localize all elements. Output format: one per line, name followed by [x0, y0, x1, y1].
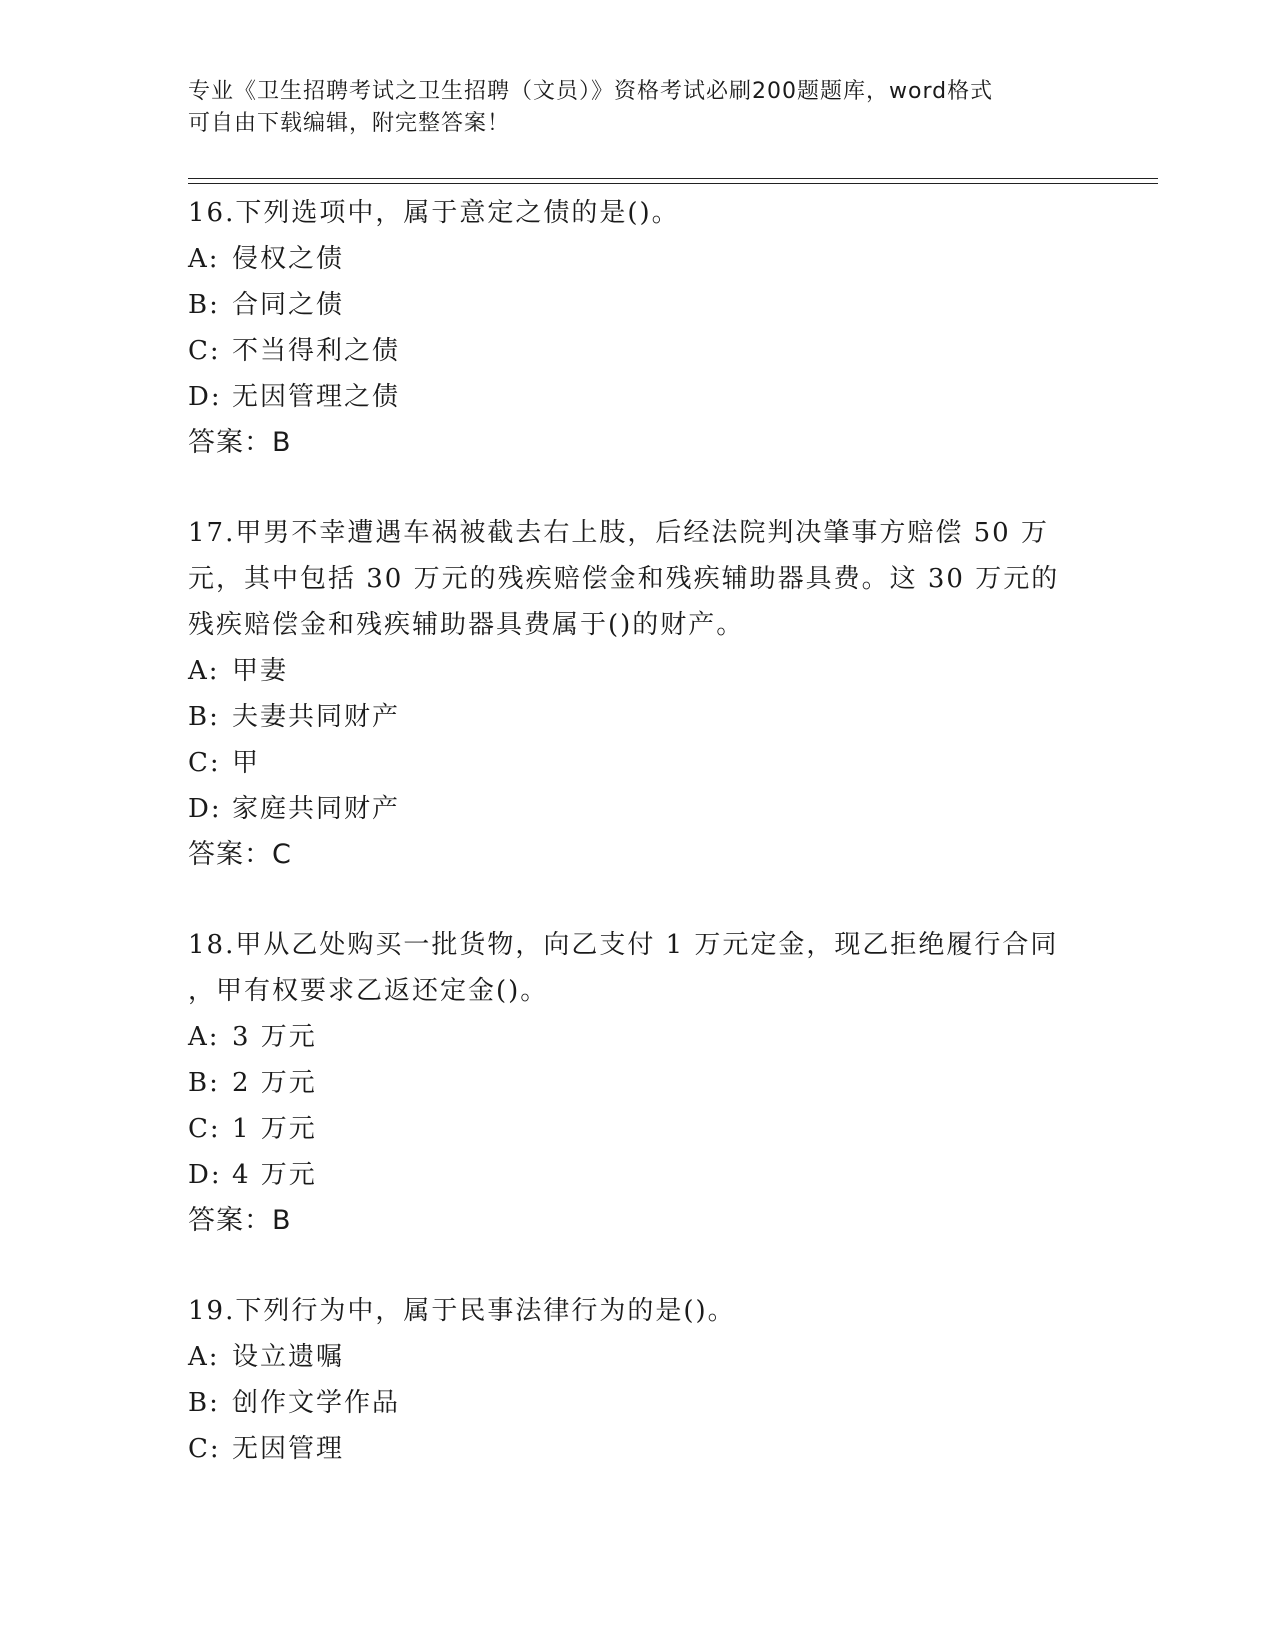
question-text: ，甲有权要求乙返还定金()。	[188, 976, 549, 1006]
question-text: 16.下列选项中，属于意定之债的是()。	[188, 198, 680, 228]
question-text: 19.下列行为中，属于民事法律行为的是()。	[188, 1296, 736, 1326]
answer-text: 答案：C	[188, 839, 292, 870]
option-text: 夫妻共同财产	[232, 702, 401, 732]
option-letter: D:	[188, 794, 222, 824]
question-text: 17.甲男不幸遭遇车祸被截去右上肢，后经法院判决肇事方赔偿 50 万	[188, 518, 1049, 548]
option-text: 2 万元	[232, 1068, 317, 1098]
option-letter: C:	[188, 1114, 221, 1144]
option-letter: C:	[188, 748, 221, 778]
option-text: 不当得利之债	[232, 336, 401, 366]
question-text: 残疾赔偿金和残疾辅助器具费属于()的财产。	[188, 610, 745, 640]
option-text: 创作文学作品	[232, 1388, 401, 1418]
option-letter: A:	[188, 1022, 220, 1052]
option-text: 4 万元	[232, 1160, 317, 1190]
option-c	[188, 740, 1088, 786]
question-text: 元，其中包括 30 万元的残疾赔偿金和残疾辅助器具费。这 30 万元的	[188, 564, 1060, 594]
option-letter: B:	[188, 290, 220, 320]
option-text: 合同之债	[232, 290, 345, 320]
option-text: 设立遗嘱	[232, 1342, 345, 1372]
header-line-1: 专业《卫生招聘考试之卫生招聘（文员）》资格考试必刷200题题库，word格式	[188, 79, 994, 104]
option-c	[188, 1426, 1088, 1472]
option-c	[188, 328, 1088, 374]
option-b	[188, 1380, 1088, 1426]
option-letter: B:	[188, 702, 220, 732]
option-letter: D:	[188, 382, 222, 412]
option-a	[188, 236, 1088, 282]
answer-text: 答案：B	[188, 427, 292, 458]
document-header	[188, 76, 1088, 140]
question-list	[188, 190, 1088, 1472]
option-c	[188, 1106, 1088, 1152]
option-text: 无因管理	[232, 1434, 345, 1464]
question-18	[188, 922, 1088, 1244]
option-b	[188, 282, 1088, 328]
option-d	[188, 374, 1088, 420]
option-letter: B:	[188, 1068, 220, 1098]
question-spacer	[188, 1244, 1088, 1288]
header-line-2: 可自由下载编辑，附完整答案！	[188, 111, 511, 136]
option-text: 家庭共同财产	[232, 794, 401, 824]
option-text: 侵权之债	[232, 244, 345, 274]
option-letter: A:	[188, 244, 220, 274]
option-text: 3 万元	[232, 1022, 317, 1052]
option-b	[188, 1060, 1088, 1106]
option-letter: C:	[188, 336, 221, 366]
option-text: 甲妻	[232, 656, 289, 686]
option-letter: A:	[188, 656, 220, 686]
question-text: 18.甲从乙处购买一批货物，向乙支付 1 万元定金，现乙拒绝履行合同	[188, 930, 1059, 960]
option-b	[188, 694, 1088, 740]
option-letter: D:	[188, 1160, 222, 1190]
option-text: 无因管理之债	[232, 382, 401, 412]
question-16	[188, 190, 1088, 466]
option-a	[188, 648, 1088, 694]
option-text: 1 万元	[232, 1114, 317, 1144]
option-letter: C:	[188, 1434, 221, 1464]
question-17	[188, 510, 1088, 878]
option-d	[188, 786, 1088, 832]
option-a	[188, 1014, 1088, 1060]
header-divider-bottom	[188, 183, 1158, 184]
option-text: 甲	[232, 748, 261, 778]
option-letter: B:	[188, 1388, 220, 1418]
option-d	[188, 1152, 1088, 1198]
question-spacer	[188, 466, 1088, 510]
question-19	[188, 1288, 1088, 1472]
option-a	[188, 1334, 1088, 1380]
option-letter: A:	[188, 1342, 220, 1372]
question-spacer	[188, 878, 1088, 922]
answer-text: 答案：B	[188, 1205, 292, 1236]
header-divider-top	[188, 178, 1158, 179]
